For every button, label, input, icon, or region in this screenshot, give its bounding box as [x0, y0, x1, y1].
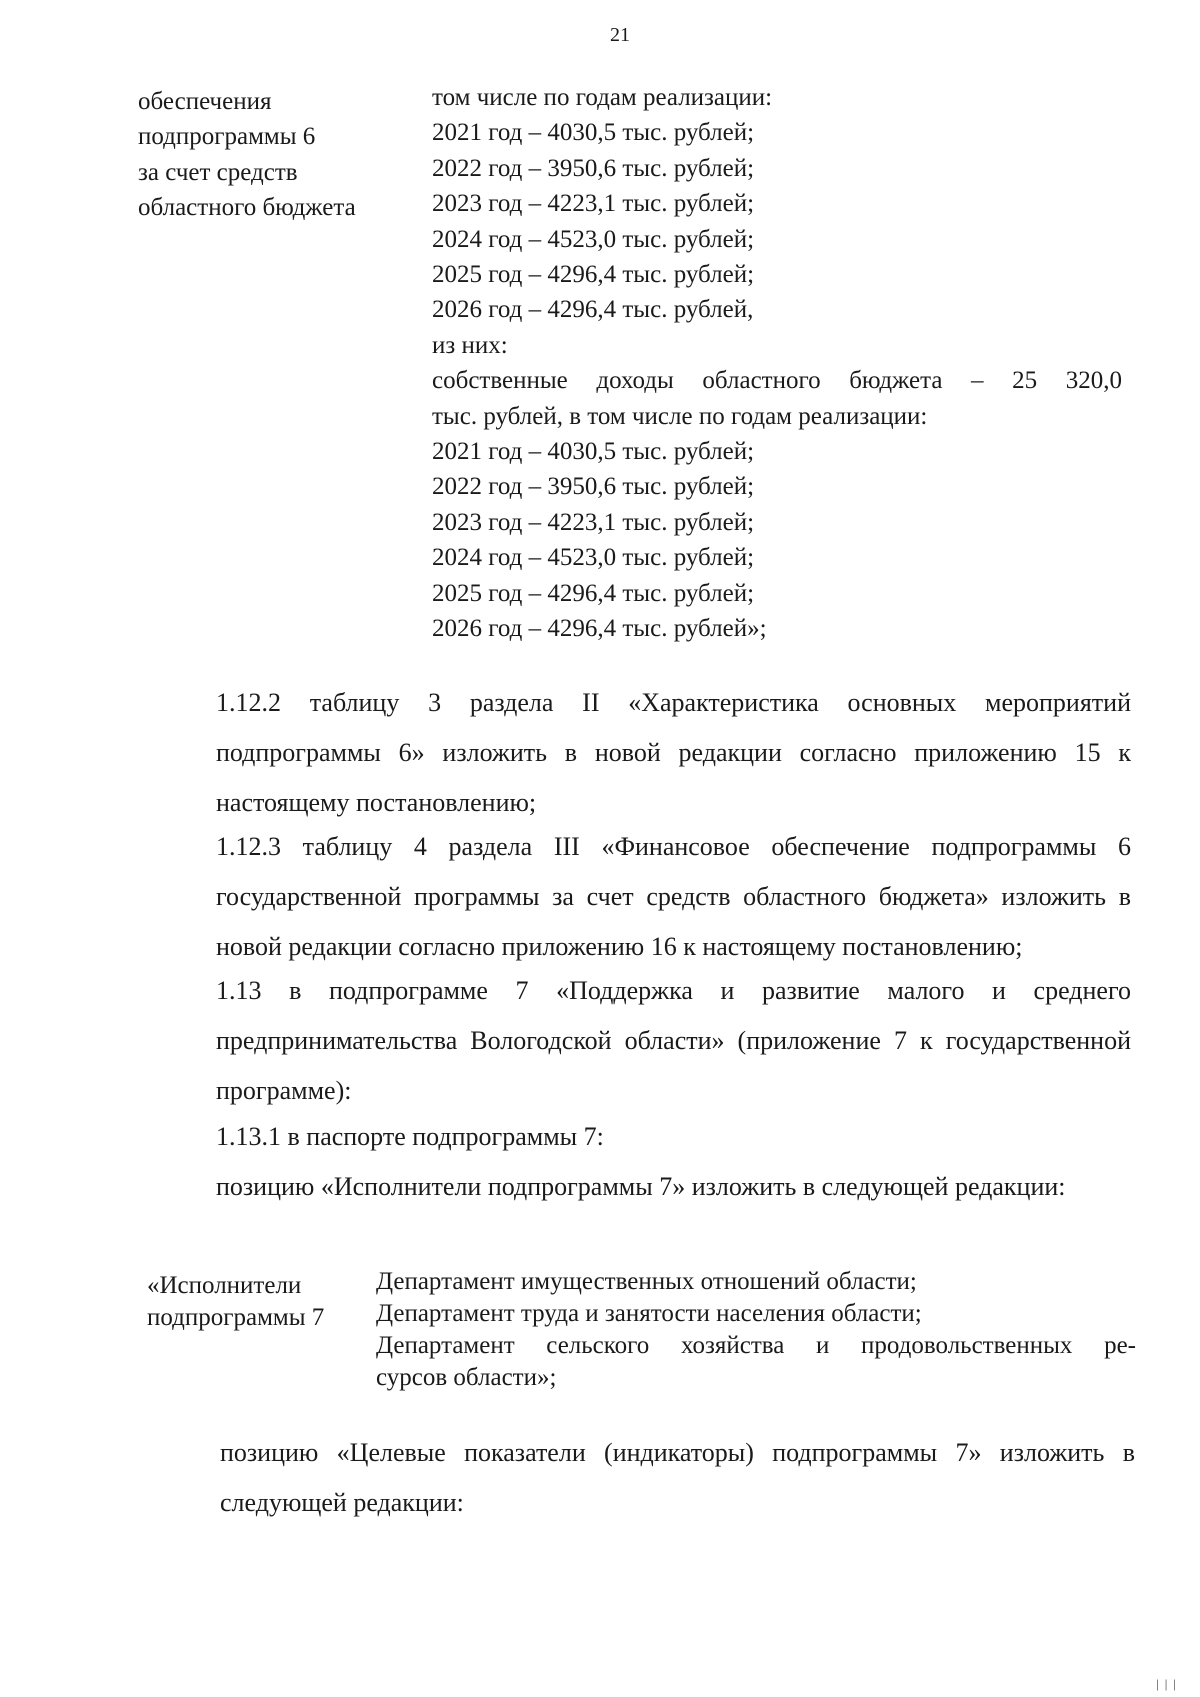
paragraph-text: 1.12.2 таблицу 3 раздела II «Характеристика основных мероприятий подпрограммы 6» изложить в новой редакции согласно приложению 15 к настоящему постановлению; [216, 688, 1131, 817]
passport-label-line: обеспечения [138, 88, 272, 115]
passport-value-line: 2023 год – 4223,1 тыс. рублей; [432, 508, 755, 536]
scan-corner-marks: ||| [1156, 1676, 1182, 1691]
executor-line: Департамент труда и занятости населения области; [376, 1300, 922, 1327]
passport-value-line: из них: [432, 331, 508, 359]
passport-value-line: 2021 год – 4030,5 тыс. рублей; [432, 438, 755, 466]
passport-value-line: 2025 год – 4296,4 тыс. рублей; [432, 261, 755, 289]
paragraph-text: 1.12.3 таблицу 4 раздела III «Финансовое обеспечение подпрограммы 6 государственной программы за счет средств областного бюджета» изложить в новой редакции согласно приложению 16 к настоящему постановлению; [216, 832, 1131, 961]
paragraph-text: позицию «Исполнители подпрограммы 7» изложить в следующей редакции: [216, 1172, 1066, 1201]
passport-value-line: тыс. рублей, в том числе по годам реализации: [432, 402, 928, 430]
paragraph-position-indicators [145, 1428, 1135, 1528]
paragraph-1-12-3 [141, 822, 1131, 972]
executor-line: Департамент сельского хозяйства и продовольственных ре- [376, 1332, 1136, 1359]
executors-label-line: «Исполнители [147, 1272, 302, 1299]
passport-value-line: 2026 год – 4296,4 тыс. рублей, [432, 296, 754, 324]
paragraph-text: позицию «Целевые показатели (индикаторы) подпрограммы 7» изложить в следующей редакции: [220, 1438, 1135, 1517]
passport-value-line: 2022 год – 3950,6 тыс. рублей; [432, 154, 755, 182]
paragraph-position-executors [141, 1162, 1131, 1212]
passport-label-line: подпрограммы 6 [138, 123, 316, 151]
passport-values [432, 80, 1122, 647]
passport-label [138, 84, 398, 226]
executors-label [147, 1270, 367, 1334]
paragraph-1-12-2 [141, 678, 1131, 828]
passport-label-line: областного бюджета [138, 194, 356, 222]
passport-value-line: том числе по годам реализации: [432, 84, 773, 111]
passport-value-line: 2026 год – 4296,4 тыс. рублей»; [432, 615, 767, 643]
passport-value-line: 2023 год – 4223,1 тыс. рублей; [432, 190, 755, 218]
executor-line: Департамент имущественных отношений области; [376, 1268, 917, 1295]
own-income-line: собственные доходы областного бюджета – 25 320,0 [432, 367, 1122, 395]
passport-value-line: 2025 год – 4296,4 тыс. рублей; [432, 579, 755, 607]
passport-value-line: 2024 год – 4523,0 тыс. рублей; [432, 544, 755, 572]
passport-value-line: 2021 год – 4030,5 тыс. рублей; [432, 119, 755, 147]
passport-label-line: за счет средств [138, 158, 298, 186]
paragraph-text: 1.13.1 в паспорте подпрограммы 7: [216, 1122, 604, 1151]
page-number: 21 [610, 24, 630, 46]
paragraph-text: 1.13 в подпрограмме 7 «Поддержка и развитие малого и среднего предпринимательства Вологодской области» (приложение 7 к государственной программе): [216, 976, 1131, 1105]
passport-value-line: 2024 год – 4523,0 тыс. рублей; [432, 225, 755, 253]
paragraph-1-13-1 [141, 1112, 1131, 1162]
passport-value-line: 2022 год – 3950,6 тыс. рублей; [432, 473, 755, 501]
executor-line: сурсов области»; [376, 1364, 557, 1391]
paragraph-1-13 [141, 966, 1131, 1116]
executors-list [376, 1266, 1136, 1394]
executors-label-line: подпрограммы 7 [147, 1304, 325, 1331]
